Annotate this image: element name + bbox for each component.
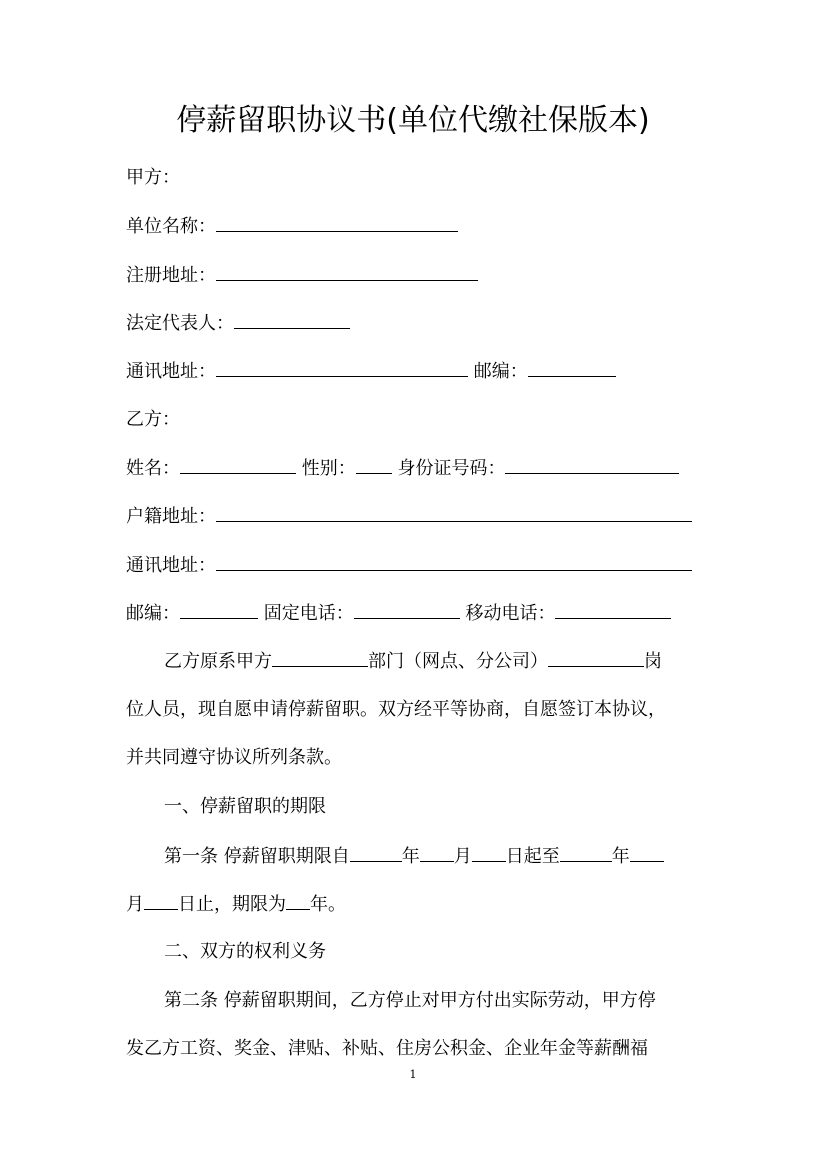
b-mail-address-row — [126, 552, 692, 579]
start-year-blank[interactable] — [350, 843, 402, 862]
postcode-label: 邮编： — [473, 361, 528, 382]
mobile-phone-blank[interactable] — [555, 600, 671, 619]
unit-name-row — [126, 213, 458, 240]
unit-name-label: 单位名称： — [126, 216, 216, 237]
id-number-label: 身份证号码： — [397, 458, 506, 479]
legal-rep-blank[interactable] — [234, 310, 350, 329]
mobile-phone-label: 移动电话： — [465, 603, 556, 624]
b-postcode-label: 邮编： — [126, 603, 180, 624]
intro-line-2: 位人员，现自愿申请停薪留职。双方经平等协商，自愿签订本协议， — [126, 699, 666, 720]
end-month-label: 月 — [126, 894, 144, 915]
article-1-line-2 — [126, 891, 346, 918]
fixed-phone-blank[interactable] — [354, 600, 460, 619]
postcode-blank[interactable] — [528, 358, 616, 377]
b-postcode-blank[interactable] — [180, 600, 258, 619]
b-mail-address-label: 通讯地址： — [126, 555, 216, 576]
start-day-label: 日起至 — [505, 846, 560, 867]
gender-blank[interactable] — [356, 455, 392, 474]
intro-part-2: 部门（网点、分公司） — [368, 651, 548, 672]
end-month-blank[interactable] — [630, 843, 664, 862]
name-blank[interactable] — [180, 455, 296, 474]
mail-address-label: 通讯地址： — [126, 361, 216, 382]
article-2-line-1: 第二条 停薪留职期间，乙方停止对甲方付出实际劳动，甲方停 — [164, 990, 656, 1011]
b-mail-address-blank[interactable] — [216, 552, 692, 571]
party-b-identity-row — [126, 455, 679, 482]
end-day-blank[interactable] — [144, 891, 178, 910]
term-years-blank[interactable] — [286, 891, 310, 910]
unit-name-blank[interactable] — [216, 213, 458, 232]
end-day-label: 日止，期限为 — [178, 894, 286, 915]
party-b-label: 乙方： — [126, 409, 180, 430]
registered-address-row — [126, 262, 478, 289]
household-address-label: 户籍地址： — [126, 506, 216, 527]
position-blank[interactable] — [548, 648, 644, 667]
article-1-prefix: 第一条 停薪留职期限自 — [164, 846, 350, 867]
start-month-label: 月 — [453, 846, 472, 867]
mail-address-blank[interactable] — [216, 358, 468, 377]
registered-address-label: 注册地址： — [126, 265, 216, 286]
legal-rep-row — [126, 310, 350, 337]
end-year-blank[interactable] — [560, 843, 612, 862]
fixed-phone-label: 固定电话： — [263, 603, 354, 624]
department-blank[interactable] — [272, 648, 368, 667]
intro-line-3: 并共同遵守协议所列条款。 — [126, 747, 342, 768]
article-2-line-2: 发乙方工资、奖金、津贴、补贴、住房公积金、企业年金等薪酬福 — [126, 1038, 648, 1059]
legal-rep-label: 法定代表人： — [126, 313, 234, 334]
gender-label: 性别： — [301, 458, 356, 479]
intro-part-1: 乙方原系甲方 — [164, 651, 272, 672]
party-a-label: 甲方： — [126, 167, 180, 188]
page-number: 1 — [409, 1068, 417, 1081]
mail-address-row — [126, 358, 616, 385]
intro-part-3: 岗 — [644, 651, 662, 672]
registered-address-blank[interactable] — [216, 262, 478, 281]
section-2-heading: 二、双方的权利义务 — [164, 941, 326, 962]
household-address-row — [126, 503, 692, 530]
household-address-blank[interactable] — [216, 503, 692, 522]
end-year-label: 年 — [611, 846, 630, 867]
article-1-line-1 — [164, 843, 664, 870]
document-title: 停薪留职协议书(单位代缴社保版本) — [176, 103, 650, 138]
id-number-blank[interactable] — [505, 455, 679, 474]
term-years-label: 年。 — [310, 894, 346, 915]
intro-line-1 — [164, 648, 662, 675]
start-month-blank[interactable] — [420, 843, 454, 862]
b-contact-row — [126, 600, 671, 627]
name-label: 姓名： — [126, 458, 180, 479]
section-1-heading: 一、停薪留职的期限 — [164, 796, 326, 817]
start-day-blank[interactable] — [472, 843, 506, 862]
start-year-label: 年 — [401, 846, 420, 867]
